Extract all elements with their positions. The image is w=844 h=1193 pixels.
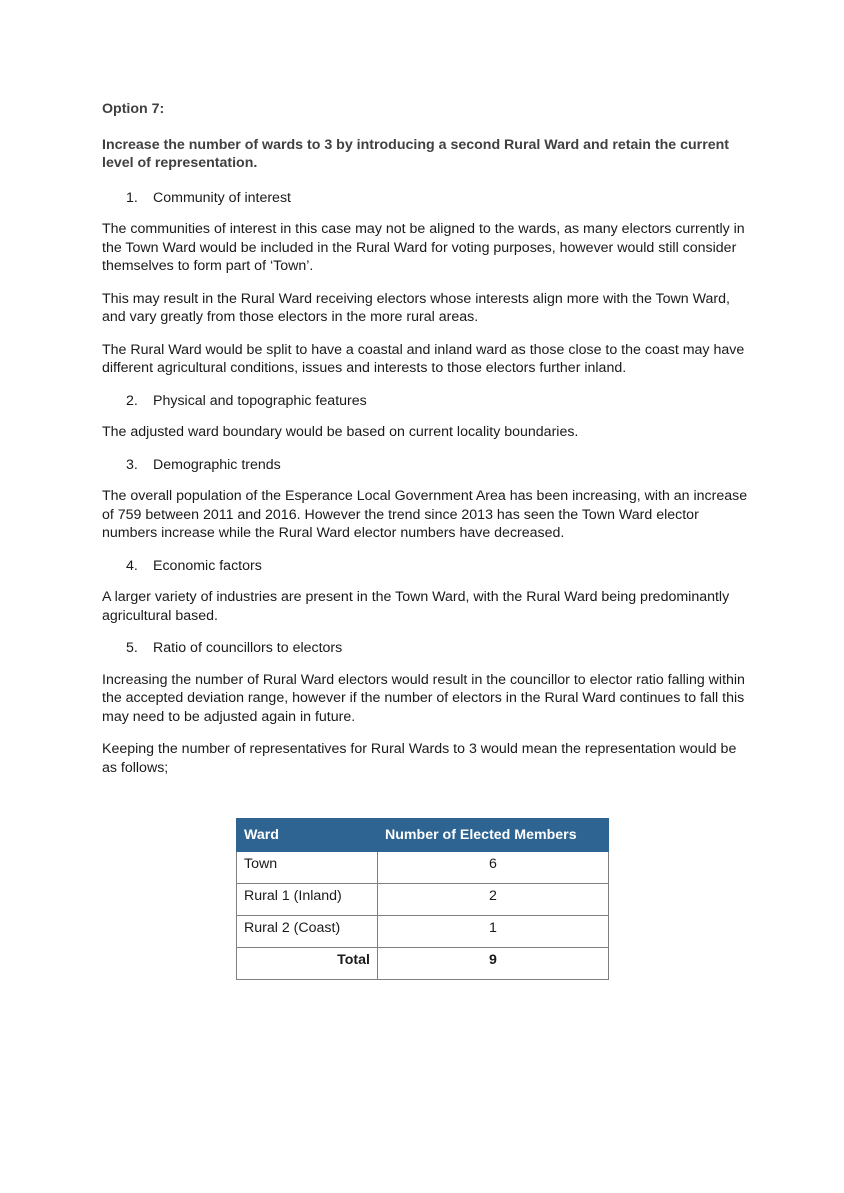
members-cell: 2	[378, 884, 609, 916]
option-heading: Option 7:	[102, 101, 165, 117]
members-cell: 6	[378, 852, 609, 884]
section-number: 4.	[126, 557, 138, 574]
paragraph: The overall population of the Esperance Local Government Area has been increasing, with an increase of 759 between 2011 and 2016. However the trend since 2013 has seen the Town Ward elector numbers increase while the Rural Ward elector numbers have decreased.	[102, 488, 748, 541]
representation-table-wrapper	[236, 818, 609, 980]
section-number: 2.	[126, 392, 138, 409]
paragraph: The adjusted ward boundary would be based on current locality boundaries.	[102, 424, 579, 440]
section-title: Ratio of councillors to electors	[153, 640, 343, 656]
column-header-members: Number of Elected Members	[378, 819, 609, 852]
section-number: 5.	[126, 640, 138, 656]
representation-table	[236, 818, 609, 980]
main-heading: Increase the number of wards to 3 by introducing a second Rural Ward and retain the current level of representation.	[102, 136, 729, 171]
paragraph: This may result in the Rural Ward receiving electors whose interests align more with the Town Ward, and vary greatly from those electors in the more rural areas.	[102, 290, 730, 325]
section-title-demographic	[102, 456, 752, 475]
paragraph: A larger variety of industries are present in the Town Ward, with the Rural Ward being predominantly agricultural based.	[102, 589, 730, 624]
section-title: Economic factors	[153, 557, 262, 574]
total-value-cell: 9	[378, 948, 609, 980]
ward-cell: Town	[237, 852, 378, 884]
paragraph: Increasing the number of Rural Ward electors would result in the councillor to elector ratio falling within the accepted deviation range, however if the number of electors in the Rural Ward continues to fall this may need to be adjusted again in future.	[102, 671, 745, 725]
section-title: Demographic trends	[153, 456, 281, 473]
ward-cell: Rural 1 (Inland)	[237, 884, 378, 916]
table-header-row	[237, 819, 609, 852]
paragraph: Keeping the number of representatives for Rural Wards to 3 would mean the representation would be as follows;	[102, 741, 737, 776]
section-title-physical	[102, 392, 752, 411]
section-title-community	[102, 189, 752, 208]
ward-cell: Rural 2 (Coast)	[237, 916, 378, 948]
column-header-ward: Ward	[237, 819, 378, 852]
members-cell: 1	[378, 916, 609, 948]
section-title: Community of interest	[153, 189, 291, 206]
section-number: 1.	[126, 189, 138, 206]
table-total-row	[237, 948, 609, 980]
document-body	[102, 100, 752, 791]
section-title-economic	[102, 557, 752, 576]
paragraph: The Rural Ward would be split to have a coastal and inland ward as those close to the coast may have different agricultural conditions, issues and interests to those electors further inland.	[102, 341, 745, 376]
section-title: Physical and topographic features	[153, 392, 367, 409]
total-label-cell: Total	[237, 948, 378, 980]
paragraph: The communities of interest in this case may not be aligned to the wards, as many electors currently in the Town Ward would be included in the Rural Ward for voting purposes, however would still consider themselves to form part of ‘Town’.	[102, 221, 745, 274]
table-row	[237, 916, 609, 948]
section-title-ratio	[102, 639, 752, 658]
table-row	[237, 852, 609, 884]
table-row	[237, 884, 609, 916]
section-number: 3.	[126, 456, 138, 473]
